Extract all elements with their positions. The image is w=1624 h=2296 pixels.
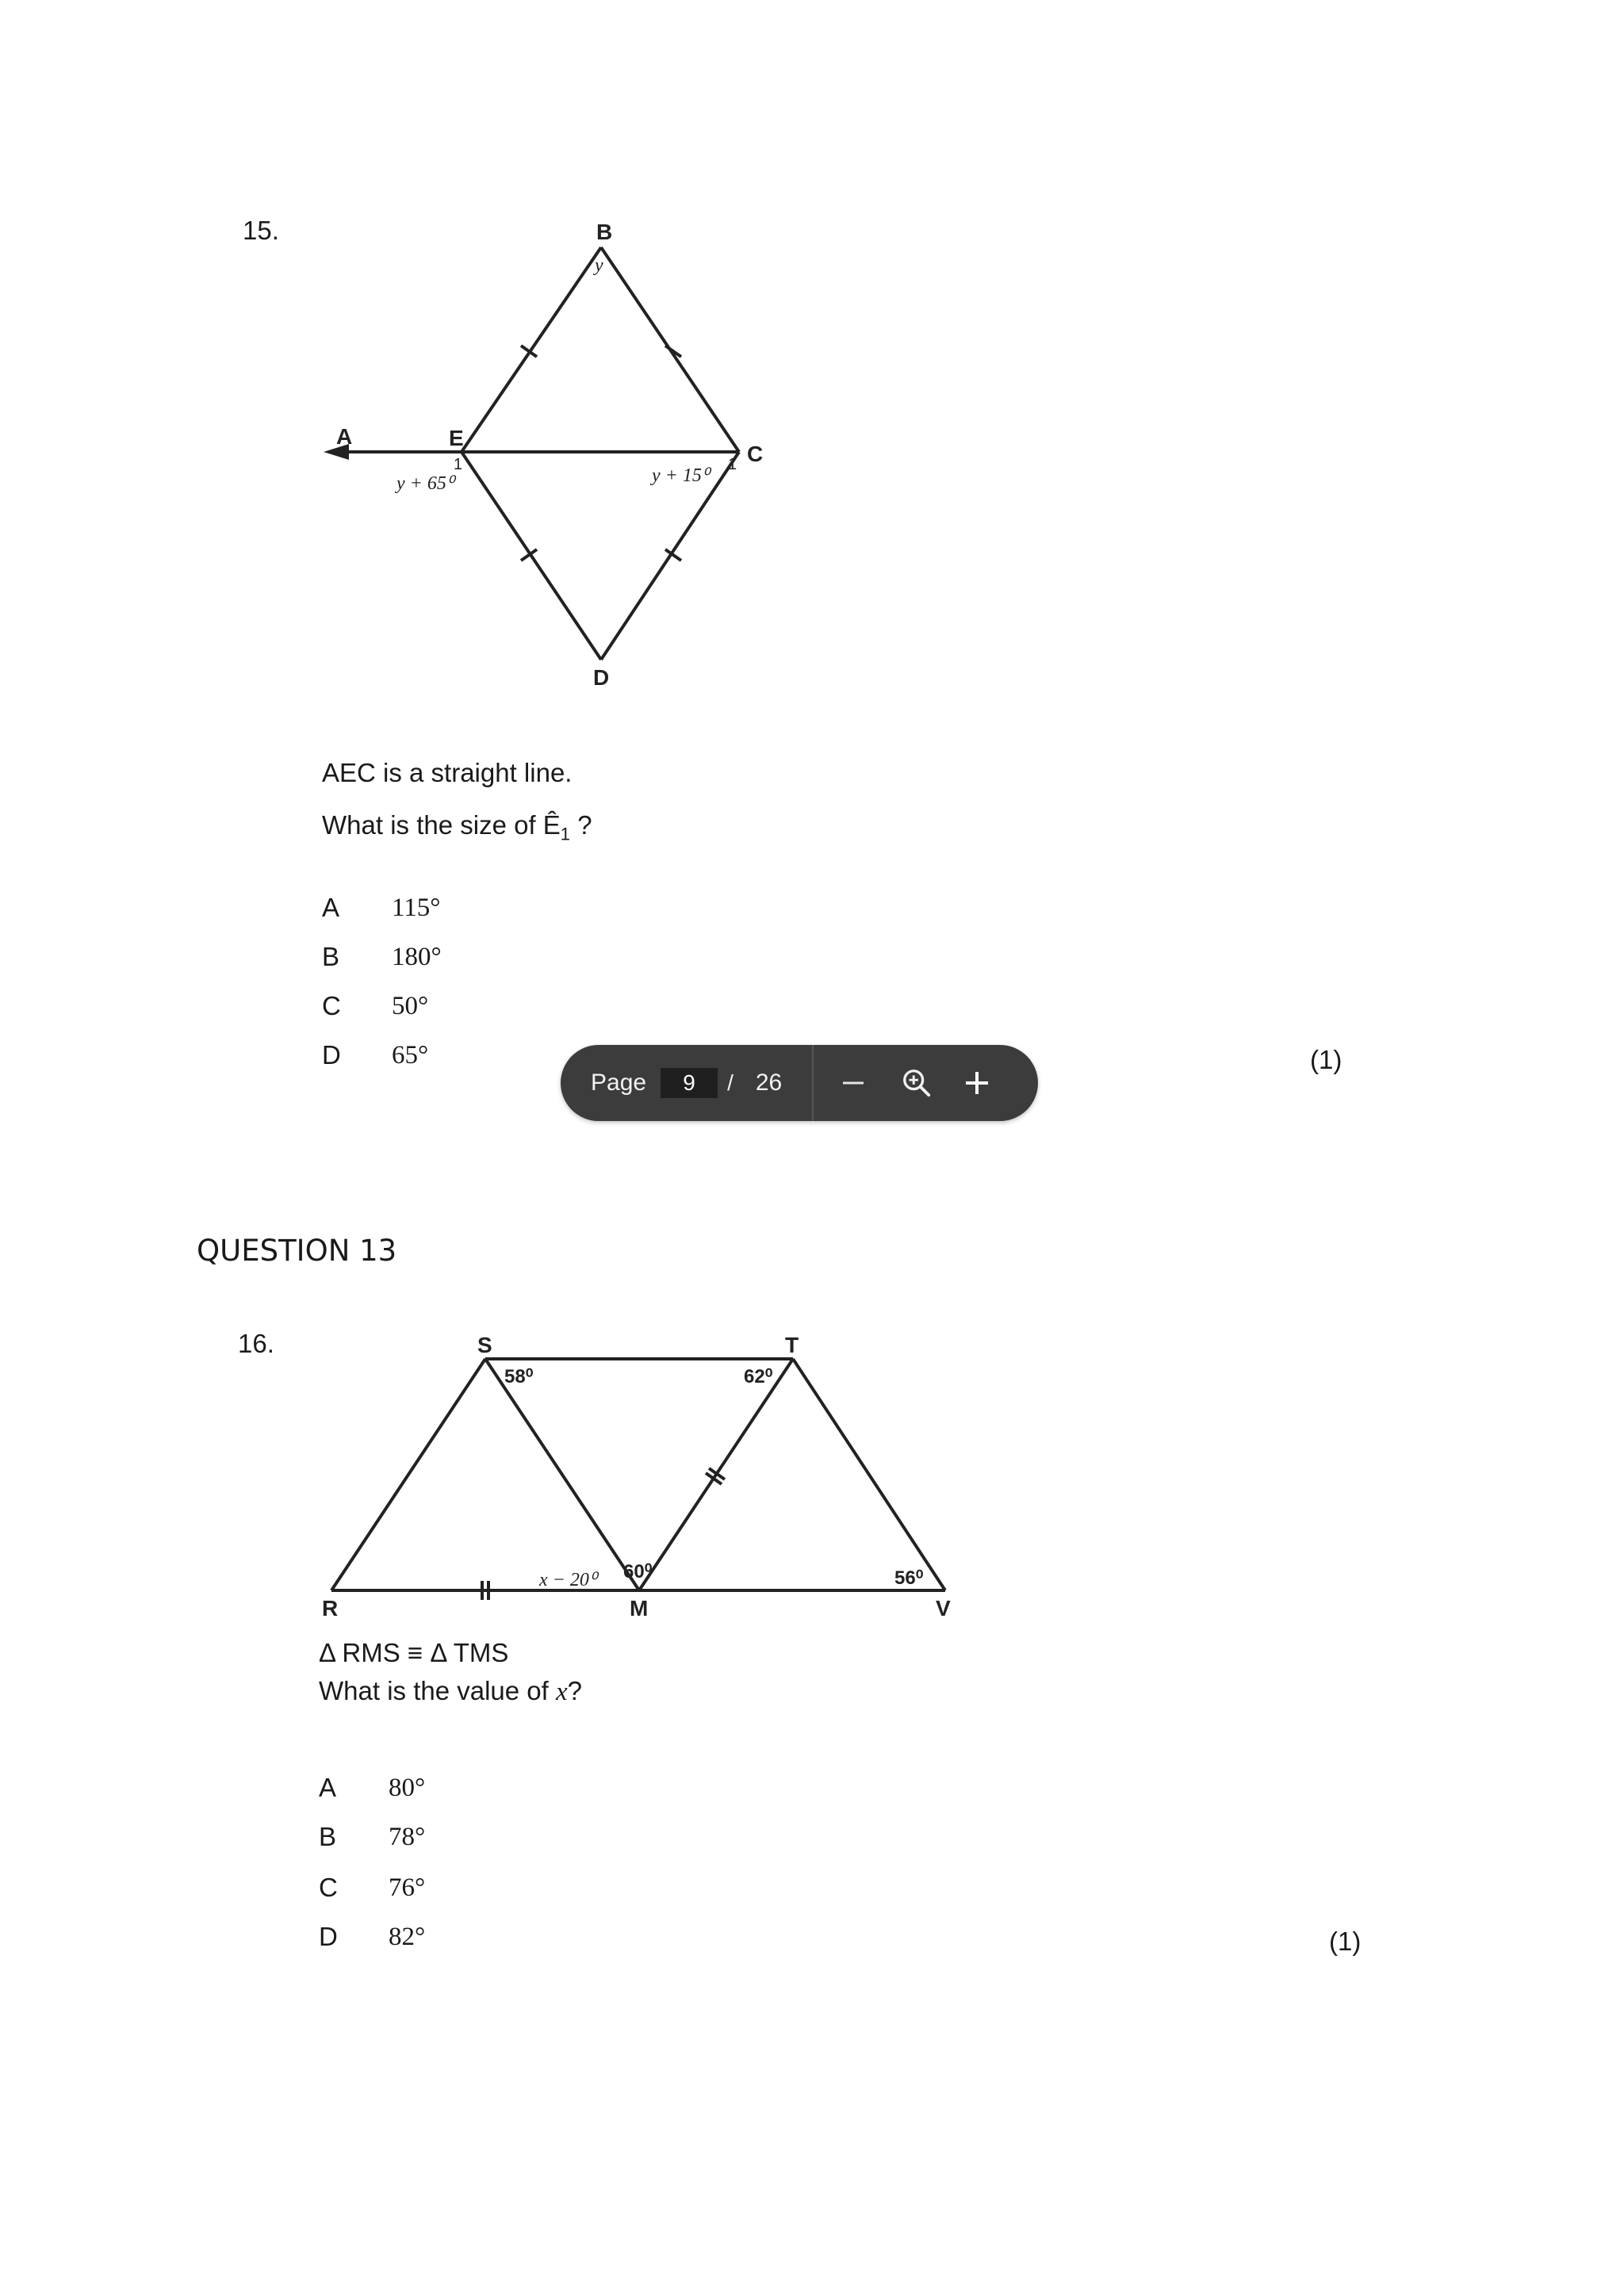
minus-icon: [840, 1070, 867, 1096]
angle-c-index: 1: [728, 456, 737, 473]
option-value: 65°: [392, 1040, 429, 1070]
congruence-statement: Δ RMS ≡ Δ TMS: [319, 1638, 509, 1667]
prompt-suffix: ?: [567, 1676, 582, 1705]
option-letter: B: [322, 942, 340, 971]
option-a[interactable]: [322, 893, 440, 923]
prompt-text: What is the value of: [319, 1676, 556, 1705]
question-prompt: [319, 1676, 582, 1707]
page-separator: /: [727, 1070, 733, 1095]
option-c[interactable]: [319, 1873, 425, 1903]
question-number: 16.: [238, 1329, 274, 1358]
option-letter: A: [319, 1773, 337, 1802]
page-number-input[interactable]: 9: [661, 1068, 718, 1098]
angle-m-left: x − 20⁰: [539, 1570, 597, 1590]
option-value: 115°: [392, 893, 441, 922]
angle-symbol: Ê: [542, 810, 561, 840]
question-number: 15.: [243, 216, 279, 245]
option-letter: D: [322, 1040, 341, 1070]
vertex-a: A: [336, 424, 353, 449]
option-value: 80°: [389, 1773, 426, 1802]
variable: x: [555, 1678, 568, 1706]
angle-e-lower: y + 65⁰: [396, 473, 454, 494]
vertex-e: E: [449, 426, 464, 450]
line-sr: [331, 1359, 485, 1590]
mark-allocation: (1): [1329, 1927, 1362, 1956]
option-letter: B: [319, 1822, 337, 1851]
option-value: 82°: [389, 1922, 426, 1951]
zoom-out-button[interactable]: [837, 1067, 869, 1099]
option-b[interactable]: [319, 1822, 425, 1852]
prompt-text: What is the size of: [322, 810, 543, 840]
vertex-t: T: [785, 1333, 799, 1357]
option-letter: C: [322, 991, 341, 1020]
option-c[interactable]: [322, 991, 428, 1021]
angle-c: y + 15⁰: [652, 465, 710, 486]
option-value: 50°: [392, 991, 429, 1020]
vertex-c: C: [747, 442, 764, 466]
angle-subscript: 1: [560, 824, 571, 844]
option-a[interactable]: [319, 1773, 425, 1803]
option-b[interactable]: [322, 942, 442, 972]
option-letter: D: [319, 1922, 338, 1951]
question-prompt: [322, 810, 592, 845]
triangles-diagram: [0, 1269, 1624, 1633]
rhombus-diagram: [0, 0, 1624, 714]
question-text: AEC is a straight line.: [322, 758, 573, 787]
mark-allocation: (1): [1310, 1045, 1342, 1074]
vertex-v: V: [936, 1596, 951, 1621]
angle-b: y: [595, 255, 603, 276]
angle-m-top: 60⁰: [623, 1561, 653, 1582]
vertex-s: S: [477, 1333, 492, 1357]
prompt-suffix: ?: [570, 810, 592, 840]
line-sm: [485, 1359, 639, 1590]
zoom-in-button[interactable]: [961, 1067, 993, 1099]
page-label: Page: [591, 1070, 647, 1096]
vertex-d: D: [593, 665, 610, 690]
pdf-page-toolbar: [561, 1045, 1038, 1121]
option-d[interactable]: [322, 1040, 428, 1070]
angle-e1-index: 1: [454, 456, 463, 473]
option-value: 76°: [389, 1873, 426, 1902]
angle-s: 58⁰: [504, 1366, 534, 1387]
option-letter: C: [319, 1873, 338, 1902]
side-ed: [462, 452, 601, 660]
vertex-m: M: [630, 1596, 649, 1621]
vertex-b: B: [596, 220, 613, 244]
option-value: 78°: [389, 1822, 426, 1851]
vertex-r: R: [322, 1596, 339, 1621]
option-d[interactable]: [319, 1922, 425, 1952]
side-be: [462, 247, 601, 452]
page-total: 26: [755, 1070, 783, 1096]
line-tv: [793, 1359, 945, 1590]
toolbar-divider: [812, 1045, 814, 1121]
option-value: 180°: [392, 942, 442, 971]
angle-v: 56⁰: [894, 1567, 924, 1589]
section-heading: QUESTION 13: [197, 1234, 397, 1268]
option-letter: A: [322, 893, 340, 922]
zoom-fit-button[interactable]: [901, 1067, 933, 1099]
angle-t: 62⁰: [744, 1366, 773, 1387]
plus-icon: [963, 1069, 991, 1097]
zoom-icon: [901, 1066, 933, 1100]
